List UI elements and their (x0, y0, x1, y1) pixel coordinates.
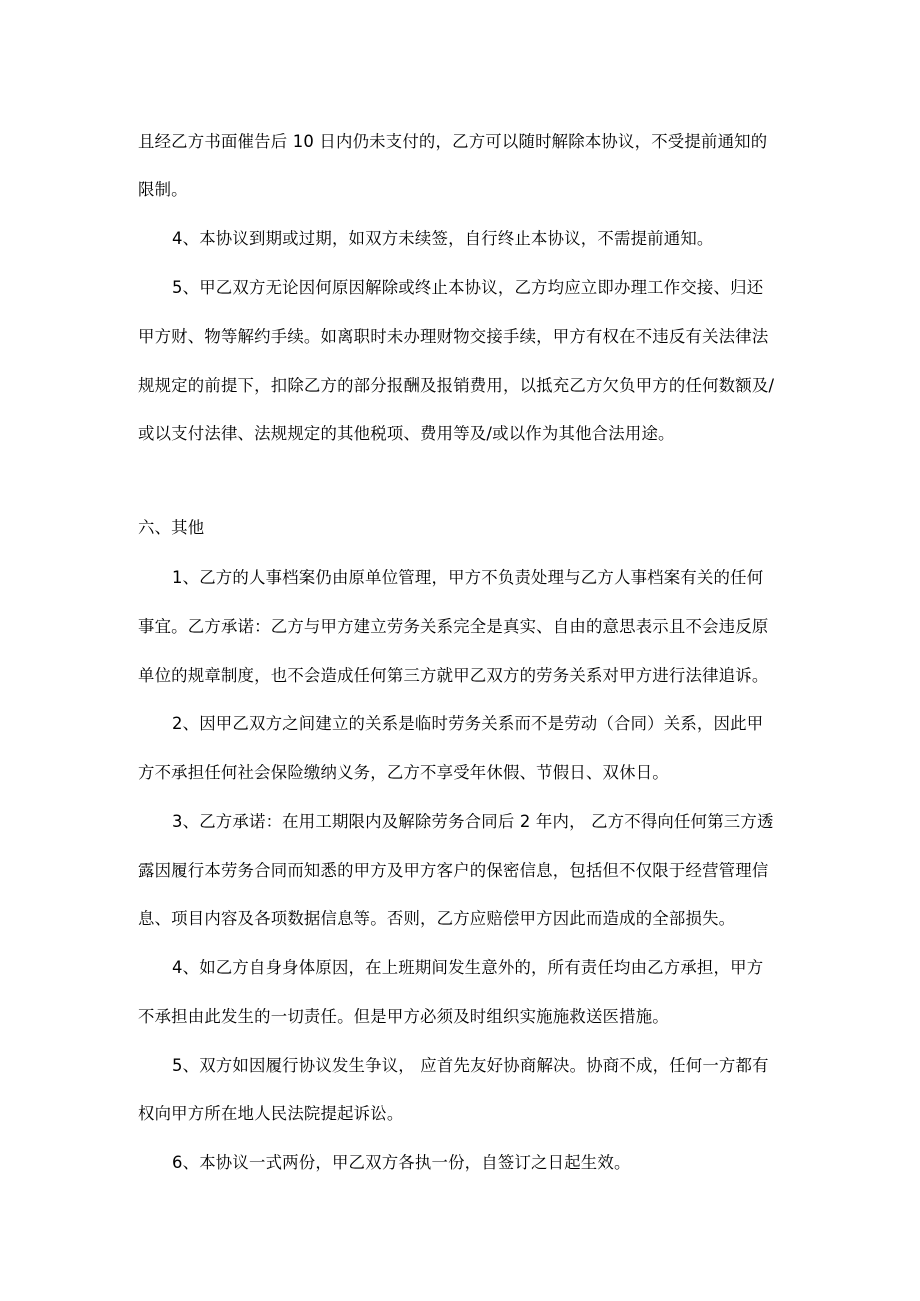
text-line: 甲方财、物等解约手续。如离职时未办理财物交接手续，甲方有权在不违反有关法律法 (138, 327, 769, 346)
text-line: 且经乙方书面催告后 10 日内仍未支付的，乙方可以随时解除本协议，不受提前通知的 (138, 132, 768, 151)
text-line: 事宜。乙方承诺：乙方与甲方建立劳务关系完全是真实、自由的意思表示且不会违反原 (138, 617, 769, 636)
text-line: 6、本协议一式两份，甲乙双方各执一份，自签订之日起生效。 (172, 1153, 631, 1172)
text-line: 4、如乙方自身身体原因，在上班期间发生意外的，所有责任均由乙方承担，甲方 (172, 958, 764, 977)
text-line: 2、因甲乙双方之间建立的关系是临时劳务关系而不是劳动（合同）关系，因此甲 (172, 714, 764, 733)
text-line: 权向甲方所在地人民法院提起诉讼。 (138, 1104, 404, 1123)
text-line: 单位的规章制度，也不会造成任何第三方就甲乙双方的劳务关系对甲方进行法律追诉。 (138, 666, 769, 685)
section-heading: 六、其他 (138, 518, 205, 537)
text-line: 限制。 (138, 180, 188, 199)
text-line: 露因履行本劳务合同而知悉的甲方及甲方客户的保密信息，包括但不仅限于经营管理信 (138, 861, 769, 880)
text-line: 5、双方如因履行协议发生争议， 应首先友好协商解决。协商不成，任何一方都有 (172, 1056, 769, 1075)
text-line: 1、乙方的人事档案仍由原单位管理，甲方不负责处理与乙方人事档案有关的任何 (172, 568, 764, 587)
text-line: 4、本协议到期或过期，如双方未续签，自行终止本协议，不需提前通知。 (172, 229, 714, 248)
text-line: 或以支付法律、法规规定的其他税项、费用等及/或以作为其他合法用途。 (138, 424, 675, 443)
text-line: 息、项目内容及各项数据信息等。否则，乙方应赔偿甲方因此而造成的全部损失。 (138, 909, 736, 928)
text-line: 规规定的前提下，扣除乙方的部分报酬及报销费用，以抵充乙方欠负甲方的任何数额及/ (138, 376, 775, 395)
text-line: 3、乙方承诺：在用工期限内及解除劳务合同后 2 年内， 乙方不得向任何第三方透 (172, 812, 774, 831)
text-line: 5、甲乙双方无论因何原因解除或终止本协议，乙方均应立即办理工作交接、归还 (172, 278, 764, 297)
text-line: 方不承担任何社会保险缴纳义务，乙方不享受年休假、节假日、双休日。 (138, 763, 669, 782)
text-line: 不承担由此发生的一切责任。但是甲方必须及时组织实施施救送医措施。 (138, 1007, 669, 1026)
